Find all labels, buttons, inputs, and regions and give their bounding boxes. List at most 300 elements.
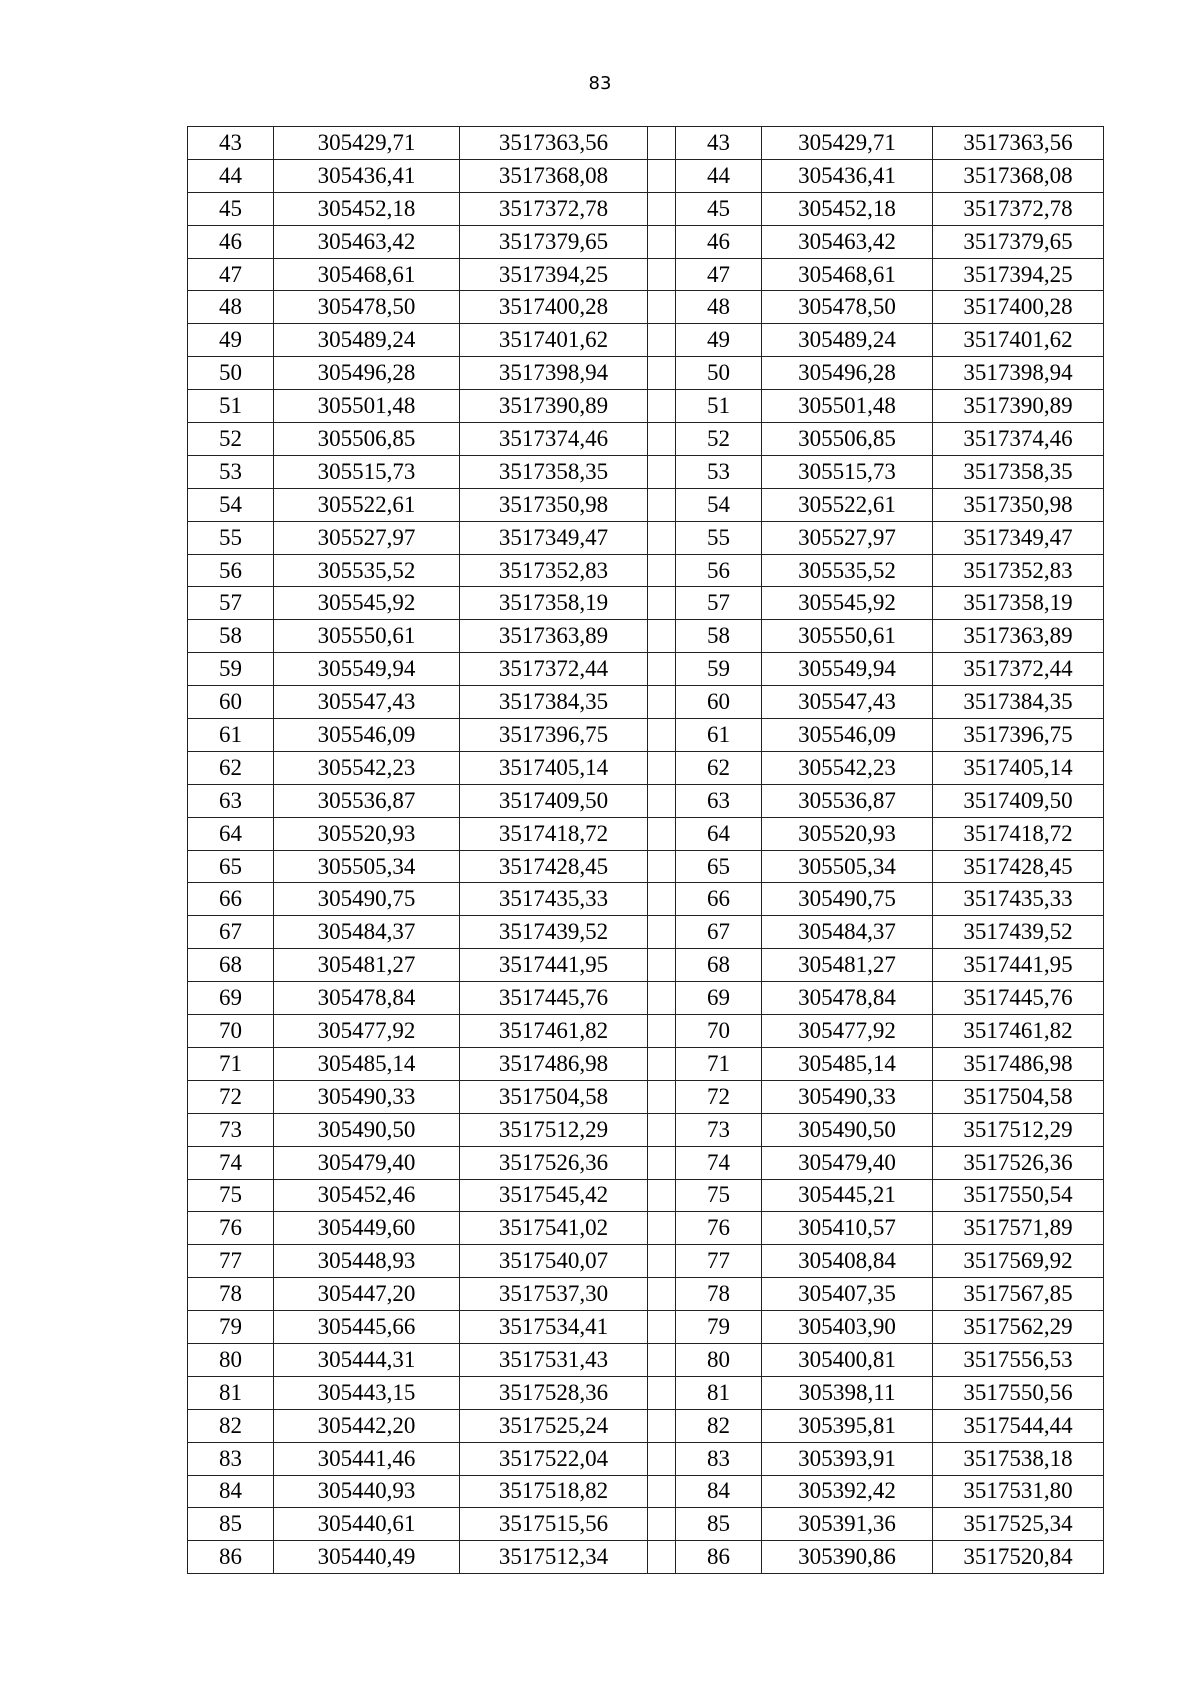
separator-cell: [648, 521, 676, 554]
right-point-number-cell: 43: [676, 127, 762, 160]
left-x-coordinate-cell: 305547,43: [274, 686, 460, 719]
left-x-coordinate-cell: 305505,34: [274, 850, 460, 883]
right-point-number-cell: 72: [676, 1080, 762, 1113]
right-y-coordinate-cell: 3517531,80: [933, 1475, 1104, 1508]
right-point-number-cell: 84: [676, 1475, 762, 1508]
right-point-number-cell: 73: [676, 1113, 762, 1146]
separator-cell: [648, 850, 676, 883]
left-y-coordinate-cell: 3517358,35: [460, 455, 648, 488]
separator-cell: [648, 751, 676, 784]
left-y-coordinate-cell: 3517534,41: [460, 1311, 648, 1344]
right-y-coordinate-cell: 3517384,35: [933, 686, 1104, 719]
left-x-coordinate-cell: 305490,33: [274, 1080, 460, 1113]
separator-cell: [648, 291, 676, 324]
table-row: [188, 1409, 1104, 1442]
table-row: [188, 1311, 1104, 1344]
left-point-number-cell: 84: [188, 1475, 274, 1508]
separator-cell: [648, 1475, 676, 1508]
table-row: [188, 291, 1104, 324]
left-y-coordinate-cell: 3517409,50: [460, 784, 648, 817]
right-y-coordinate-cell: 3517372,44: [933, 653, 1104, 686]
separator-cell: [648, 1212, 676, 1245]
left-point-number-cell: 71: [188, 1047, 274, 1080]
right-x-coordinate-cell: 305490,50: [762, 1113, 933, 1146]
right-x-coordinate-cell: 305479,40: [762, 1146, 933, 1179]
separator-cell: [648, 1146, 676, 1179]
separator-cell: [648, 455, 676, 488]
table-row: [188, 1508, 1104, 1541]
right-x-coordinate-cell: 305490,75: [762, 883, 933, 916]
right-x-coordinate-cell: 305489,24: [762, 324, 933, 357]
left-point-number-cell: 80: [188, 1343, 274, 1376]
table-row: [188, 1442, 1104, 1475]
right-point-number-cell: 65: [676, 850, 762, 883]
right-y-coordinate-cell: 3517445,76: [933, 982, 1104, 1015]
separator-cell: [648, 390, 676, 423]
right-x-coordinate-cell: 305546,09: [762, 719, 933, 752]
separator-cell: [648, 949, 676, 982]
right-x-coordinate-cell: 305395,81: [762, 1409, 933, 1442]
left-point-number-cell: 79: [188, 1311, 274, 1344]
left-point-number-cell: 43: [188, 127, 274, 160]
right-y-coordinate-cell: 3517400,28: [933, 291, 1104, 324]
left-point-number-cell: 64: [188, 817, 274, 850]
right-point-number-cell: 68: [676, 949, 762, 982]
right-point-number-cell: 44: [676, 159, 762, 192]
left-point-number-cell: 86: [188, 1541, 274, 1574]
table-row: [188, 1343, 1104, 1376]
left-point-number-cell: 77: [188, 1245, 274, 1278]
left-y-coordinate-cell: 3517512,29: [460, 1113, 648, 1146]
left-y-coordinate-cell: 3517439,52: [460, 916, 648, 949]
left-y-coordinate-cell: 3517435,33: [460, 883, 648, 916]
right-y-coordinate-cell: 3517512,29: [933, 1113, 1104, 1146]
left-x-coordinate-cell: 305443,15: [274, 1376, 460, 1409]
right-y-coordinate-cell: 3517550,54: [933, 1179, 1104, 1212]
table-row: [188, 1047, 1104, 1080]
table-row: [188, 127, 1104, 160]
table-row: [188, 521, 1104, 554]
left-x-coordinate-cell: 305490,50: [274, 1113, 460, 1146]
right-x-coordinate-cell: 305490,33: [762, 1080, 933, 1113]
left-y-coordinate-cell: 3517518,82: [460, 1475, 648, 1508]
right-y-coordinate-cell: 3517556,53: [933, 1343, 1104, 1376]
separator-cell: [648, 1113, 676, 1146]
left-x-coordinate-cell: 305520,93: [274, 817, 460, 850]
separator-cell: [648, 620, 676, 653]
right-y-coordinate-cell: 3517405,14: [933, 751, 1104, 784]
right-point-number-cell: 55: [676, 521, 762, 554]
right-point-number-cell: 71: [676, 1047, 762, 1080]
left-point-number-cell: 72: [188, 1080, 274, 1113]
left-y-coordinate-cell: 3517384,35: [460, 686, 648, 719]
separator-cell: [648, 982, 676, 1015]
right-y-coordinate-cell: 3517520,84: [933, 1541, 1104, 1574]
left-point-number-cell: 60: [188, 686, 274, 719]
right-point-number-cell: 79: [676, 1311, 762, 1344]
right-x-coordinate-cell: 305463,42: [762, 225, 933, 258]
right-x-coordinate-cell: 305408,84: [762, 1245, 933, 1278]
left-x-coordinate-cell: 305429,71: [274, 127, 460, 160]
left-y-coordinate-cell: 3517398,94: [460, 357, 648, 390]
separator-cell: [648, 1442, 676, 1475]
left-point-number-cell: 83: [188, 1442, 274, 1475]
table-row: [188, 455, 1104, 488]
table-row: [188, 784, 1104, 817]
left-point-number-cell: 56: [188, 554, 274, 587]
separator-cell: [648, 916, 676, 949]
table-row: [188, 1541, 1104, 1574]
separator-cell: [648, 719, 676, 752]
left-x-coordinate-cell: 305527,97: [274, 521, 460, 554]
left-point-number-cell: 61: [188, 719, 274, 752]
separator-cell: [648, 127, 676, 160]
right-y-coordinate-cell: 3517461,82: [933, 1015, 1104, 1048]
right-y-coordinate-cell: 3517349,47: [933, 521, 1104, 554]
right-y-coordinate-cell: 3517571,89: [933, 1212, 1104, 1245]
table-row: [188, 554, 1104, 587]
left-y-coordinate-cell: 3517405,14: [460, 751, 648, 784]
table-row: [188, 719, 1104, 752]
separator-cell: [648, 587, 676, 620]
left-y-coordinate-cell: 3517486,98: [460, 1047, 648, 1080]
left-x-coordinate-cell: 305445,66: [274, 1311, 460, 1344]
right-point-number-cell: 83: [676, 1442, 762, 1475]
table-row: [188, 1080, 1104, 1113]
right-y-coordinate-cell: 3517418,72: [933, 817, 1104, 850]
right-x-coordinate-cell: 305481,27: [762, 949, 933, 982]
separator-cell: [648, 159, 676, 192]
right-y-coordinate-cell: 3517358,35: [933, 455, 1104, 488]
right-y-coordinate-cell: 3517550,56: [933, 1376, 1104, 1409]
left-y-coordinate-cell: 3517428,45: [460, 850, 648, 883]
right-x-coordinate-cell: 305545,92: [762, 587, 933, 620]
right-x-coordinate-cell: 305445,21: [762, 1179, 933, 1212]
table-row: [188, 423, 1104, 456]
right-point-number-cell: 66: [676, 883, 762, 916]
left-y-coordinate-cell: 3517461,82: [460, 1015, 648, 1048]
right-x-coordinate-cell: 305391,36: [762, 1508, 933, 1541]
right-point-number-cell: 82: [676, 1409, 762, 1442]
left-y-coordinate-cell: 3517374,46: [460, 423, 648, 456]
right-y-coordinate-cell: 3517372,78: [933, 192, 1104, 225]
table-row: [188, 1376, 1104, 1409]
right-x-coordinate-cell: 305496,28: [762, 357, 933, 390]
right-y-coordinate-cell: 3517544,44: [933, 1409, 1104, 1442]
right-point-number-cell: 63: [676, 784, 762, 817]
left-point-number-cell: 44: [188, 159, 274, 192]
coordinates-table-body: [188, 127, 1104, 1574]
left-point-number-cell: 53: [188, 455, 274, 488]
left-x-coordinate-cell: 305452,46: [274, 1179, 460, 1212]
right-y-coordinate-cell: 3517562,29: [933, 1311, 1104, 1344]
right-x-coordinate-cell: 305542,23: [762, 751, 933, 784]
left-y-coordinate-cell: 3517445,76: [460, 982, 648, 1015]
separator-cell: [648, 1409, 676, 1442]
left-x-coordinate-cell: 305515,73: [274, 455, 460, 488]
left-x-coordinate-cell: 305447,20: [274, 1278, 460, 1311]
right-point-number-cell: 81: [676, 1376, 762, 1409]
left-point-number-cell: 59: [188, 653, 274, 686]
left-x-coordinate-cell: 305542,23: [274, 751, 460, 784]
separator-cell: [648, 1245, 676, 1278]
right-y-coordinate-cell: 3517398,94: [933, 357, 1104, 390]
right-x-coordinate-cell: 305478,84: [762, 982, 933, 1015]
right-y-coordinate-cell: 3517401,62: [933, 324, 1104, 357]
table-row: [188, 225, 1104, 258]
left-y-coordinate-cell: 3517396,75: [460, 719, 648, 752]
left-point-number-cell: 69: [188, 982, 274, 1015]
separator-cell: [648, 686, 676, 719]
separator-cell: [648, 1343, 676, 1376]
separator-cell: [648, 1541, 676, 1574]
right-point-number-cell: 85: [676, 1508, 762, 1541]
table-row: [188, 949, 1104, 982]
table-row: [188, 488, 1104, 521]
table-row: [188, 1278, 1104, 1311]
left-x-coordinate-cell: 305506,85: [274, 423, 460, 456]
left-x-coordinate-cell: 305440,61: [274, 1508, 460, 1541]
left-point-number-cell: 57: [188, 587, 274, 620]
separator-cell: [648, 357, 676, 390]
table-row: [188, 357, 1104, 390]
left-x-coordinate-cell: 305440,49: [274, 1541, 460, 1574]
separator-cell: [648, 554, 676, 587]
right-x-coordinate-cell: 305535,52: [762, 554, 933, 587]
left-y-coordinate-cell: 3517540,07: [460, 1245, 648, 1278]
table-row: [188, 324, 1104, 357]
right-x-coordinate-cell: 305468,61: [762, 258, 933, 291]
right-point-number-cell: 86: [676, 1541, 762, 1574]
right-x-coordinate-cell: 305536,87: [762, 784, 933, 817]
right-x-coordinate-cell: 305436,41: [762, 159, 933, 192]
left-y-coordinate-cell: 3517349,47: [460, 521, 648, 554]
left-point-number-cell: 76: [188, 1212, 274, 1245]
table-row: [188, 817, 1104, 850]
right-x-coordinate-cell: 305505,34: [762, 850, 933, 883]
table-row: [188, 1245, 1104, 1278]
left-x-coordinate-cell: 305484,37: [274, 916, 460, 949]
right-point-number-cell: 59: [676, 653, 762, 686]
table-row: [188, 653, 1104, 686]
table-row: [188, 1179, 1104, 1212]
right-point-number-cell: 67: [676, 916, 762, 949]
left-x-coordinate-cell: 305444,31: [274, 1343, 460, 1376]
left-point-number-cell: 65: [188, 850, 274, 883]
left-point-number-cell: 63: [188, 784, 274, 817]
left-x-coordinate-cell: 305478,50: [274, 291, 460, 324]
separator-cell: [648, 784, 676, 817]
separator-cell: [648, 883, 676, 916]
left-y-coordinate-cell: 3517504,58: [460, 1080, 648, 1113]
right-point-number-cell: 61: [676, 719, 762, 752]
left-y-coordinate-cell: 3517352,83: [460, 554, 648, 587]
right-x-coordinate-cell: 305527,97: [762, 521, 933, 554]
left-point-number-cell: 52: [188, 423, 274, 456]
right-x-coordinate-cell: 305390,86: [762, 1541, 933, 1574]
table-row: [188, 587, 1104, 620]
separator-cell: [648, 817, 676, 850]
separator-cell: [648, 1179, 676, 1212]
left-x-coordinate-cell: 305550,61: [274, 620, 460, 653]
left-y-coordinate-cell: 3517379,65: [460, 225, 648, 258]
separator-cell: [648, 1047, 676, 1080]
left-y-coordinate-cell: 3517350,98: [460, 488, 648, 521]
left-point-number-cell: 47: [188, 258, 274, 291]
left-x-coordinate-cell: 305440,93: [274, 1475, 460, 1508]
right-point-number-cell: 70: [676, 1015, 762, 1048]
right-x-coordinate-cell: 305485,14: [762, 1047, 933, 1080]
right-point-number-cell: 76: [676, 1212, 762, 1245]
right-x-coordinate-cell: 305478,50: [762, 291, 933, 324]
right-y-coordinate-cell: 3517428,45: [933, 850, 1104, 883]
left-x-coordinate-cell: 305501,48: [274, 390, 460, 423]
right-point-number-cell: 56: [676, 554, 762, 587]
left-point-number-cell: 85: [188, 1508, 274, 1541]
right-point-number-cell: 53: [676, 455, 762, 488]
right-point-number-cell: 77: [676, 1245, 762, 1278]
left-y-coordinate-cell: 3517363,89: [460, 620, 648, 653]
left-y-coordinate-cell: 3517441,95: [460, 949, 648, 982]
right-x-coordinate-cell: 305392,42: [762, 1475, 933, 1508]
left-x-coordinate-cell: 305448,93: [274, 1245, 460, 1278]
table-row: [188, 159, 1104, 192]
right-x-coordinate-cell: 305520,93: [762, 817, 933, 850]
left-y-coordinate-cell: 3517401,62: [460, 324, 648, 357]
right-y-coordinate-cell: 3517441,95: [933, 949, 1104, 982]
right-point-number-cell: 62: [676, 751, 762, 784]
separator-cell: [648, 423, 676, 456]
right-x-coordinate-cell: 305549,94: [762, 653, 933, 686]
left-y-coordinate-cell: 3517372,78: [460, 192, 648, 225]
left-x-coordinate-cell: 305441,46: [274, 1442, 460, 1475]
left-y-coordinate-cell: 3517522,04: [460, 1442, 648, 1475]
separator-cell: [648, 1080, 676, 1113]
right-y-coordinate-cell: 3517358,19: [933, 587, 1104, 620]
right-x-coordinate-cell: 305484,37: [762, 916, 933, 949]
right-point-number-cell: 54: [676, 488, 762, 521]
right-x-coordinate-cell: 305550,61: [762, 620, 933, 653]
left-y-coordinate-cell: 3517418,72: [460, 817, 648, 850]
right-y-coordinate-cell: 3517538,18: [933, 1442, 1104, 1475]
left-x-coordinate-cell: 305549,94: [274, 653, 460, 686]
right-y-coordinate-cell: 3517368,08: [933, 159, 1104, 192]
left-y-coordinate-cell: 3517372,44: [460, 653, 648, 686]
right-point-number-cell: 51: [676, 390, 762, 423]
left-x-coordinate-cell: 305477,92: [274, 1015, 460, 1048]
left-x-coordinate-cell: 305490,75: [274, 883, 460, 916]
table-row: [188, 1475, 1104, 1508]
separator-cell: [648, 1311, 676, 1344]
left-y-coordinate-cell: 3517526,36: [460, 1146, 648, 1179]
right-point-number-cell: 78: [676, 1278, 762, 1311]
left-point-number-cell: 74: [188, 1146, 274, 1179]
right-y-coordinate-cell: 3517486,98: [933, 1047, 1104, 1080]
left-point-number-cell: 81: [188, 1376, 274, 1409]
left-y-coordinate-cell: 3517531,43: [460, 1343, 648, 1376]
table-row: [188, 751, 1104, 784]
left-point-number-cell: 67: [188, 916, 274, 949]
right-x-coordinate-cell: 305522,61: [762, 488, 933, 521]
left-x-coordinate-cell: 305478,84: [274, 982, 460, 1015]
page-number: 83: [588, 73, 612, 94]
separator-cell: [648, 653, 676, 686]
right-y-coordinate-cell: 3517352,83: [933, 554, 1104, 587]
right-y-coordinate-cell: 3517409,50: [933, 784, 1104, 817]
separator-cell: [648, 1508, 676, 1541]
right-y-coordinate-cell: 3517350,98: [933, 488, 1104, 521]
right-point-number-cell: 74: [676, 1146, 762, 1179]
table-row: [188, 192, 1104, 225]
right-x-coordinate-cell: 305393,91: [762, 1442, 933, 1475]
right-point-number-cell: 58: [676, 620, 762, 653]
right-x-coordinate-cell: 305547,43: [762, 686, 933, 719]
separator-cell: [648, 192, 676, 225]
right-point-number-cell: 60: [676, 686, 762, 719]
left-point-number-cell: 68: [188, 949, 274, 982]
left-x-coordinate-cell: 305536,87: [274, 784, 460, 817]
right-point-number-cell: 57: [676, 587, 762, 620]
right-y-coordinate-cell: 3517439,52: [933, 916, 1104, 949]
left-point-number-cell: 66: [188, 883, 274, 916]
right-y-coordinate-cell: 3517363,89: [933, 620, 1104, 653]
right-x-coordinate-cell: 305515,73: [762, 455, 933, 488]
left-point-number-cell: 49: [188, 324, 274, 357]
table-row: [188, 850, 1104, 883]
left-point-number-cell: 58: [188, 620, 274, 653]
left-point-number-cell: 46: [188, 225, 274, 258]
left-x-coordinate-cell: 305449,60: [274, 1212, 460, 1245]
table-row: [188, 982, 1104, 1015]
right-point-number-cell: 69: [676, 982, 762, 1015]
left-y-coordinate-cell: 3517541,02: [460, 1212, 648, 1245]
left-y-coordinate-cell: 3517400,28: [460, 291, 648, 324]
right-x-coordinate-cell: 305429,71: [762, 127, 933, 160]
right-y-coordinate-cell: 3517567,85: [933, 1278, 1104, 1311]
right-x-coordinate-cell: 305410,57: [762, 1212, 933, 1245]
left-y-coordinate-cell: 3517525,24: [460, 1409, 648, 1442]
table-row: [188, 620, 1104, 653]
left-x-coordinate-cell: 305452,18: [274, 192, 460, 225]
separator-cell: [648, 488, 676, 521]
right-y-coordinate-cell: 3517525,34: [933, 1508, 1104, 1541]
left-x-coordinate-cell: 305496,28: [274, 357, 460, 390]
right-y-coordinate-cell: 3517504,58: [933, 1080, 1104, 1113]
left-x-coordinate-cell: 305463,42: [274, 225, 460, 258]
right-point-number-cell: 52: [676, 423, 762, 456]
right-point-number-cell: 80: [676, 1343, 762, 1376]
left-y-coordinate-cell: 3517528,36: [460, 1376, 648, 1409]
table-row: [188, 916, 1104, 949]
right-point-number-cell: 75: [676, 1179, 762, 1212]
left-y-coordinate-cell: 3517394,25: [460, 258, 648, 291]
table-row: [188, 1113, 1104, 1146]
separator-cell: [648, 324, 676, 357]
left-x-coordinate-cell: 305535,52: [274, 554, 460, 587]
right-x-coordinate-cell: 305506,85: [762, 423, 933, 456]
left-point-number-cell: 55: [188, 521, 274, 554]
left-point-number-cell: 54: [188, 488, 274, 521]
left-x-coordinate-cell: 305546,09: [274, 719, 460, 752]
left-point-number-cell: 75: [188, 1179, 274, 1212]
left-point-number-cell: 45: [188, 192, 274, 225]
left-point-number-cell: 62: [188, 751, 274, 784]
right-y-coordinate-cell: 3517374,46: [933, 423, 1104, 456]
right-y-coordinate-cell: 3517396,75: [933, 719, 1104, 752]
left-y-coordinate-cell: 3517358,19: [460, 587, 648, 620]
separator-cell: [648, 225, 676, 258]
left-x-coordinate-cell: 305479,40: [274, 1146, 460, 1179]
